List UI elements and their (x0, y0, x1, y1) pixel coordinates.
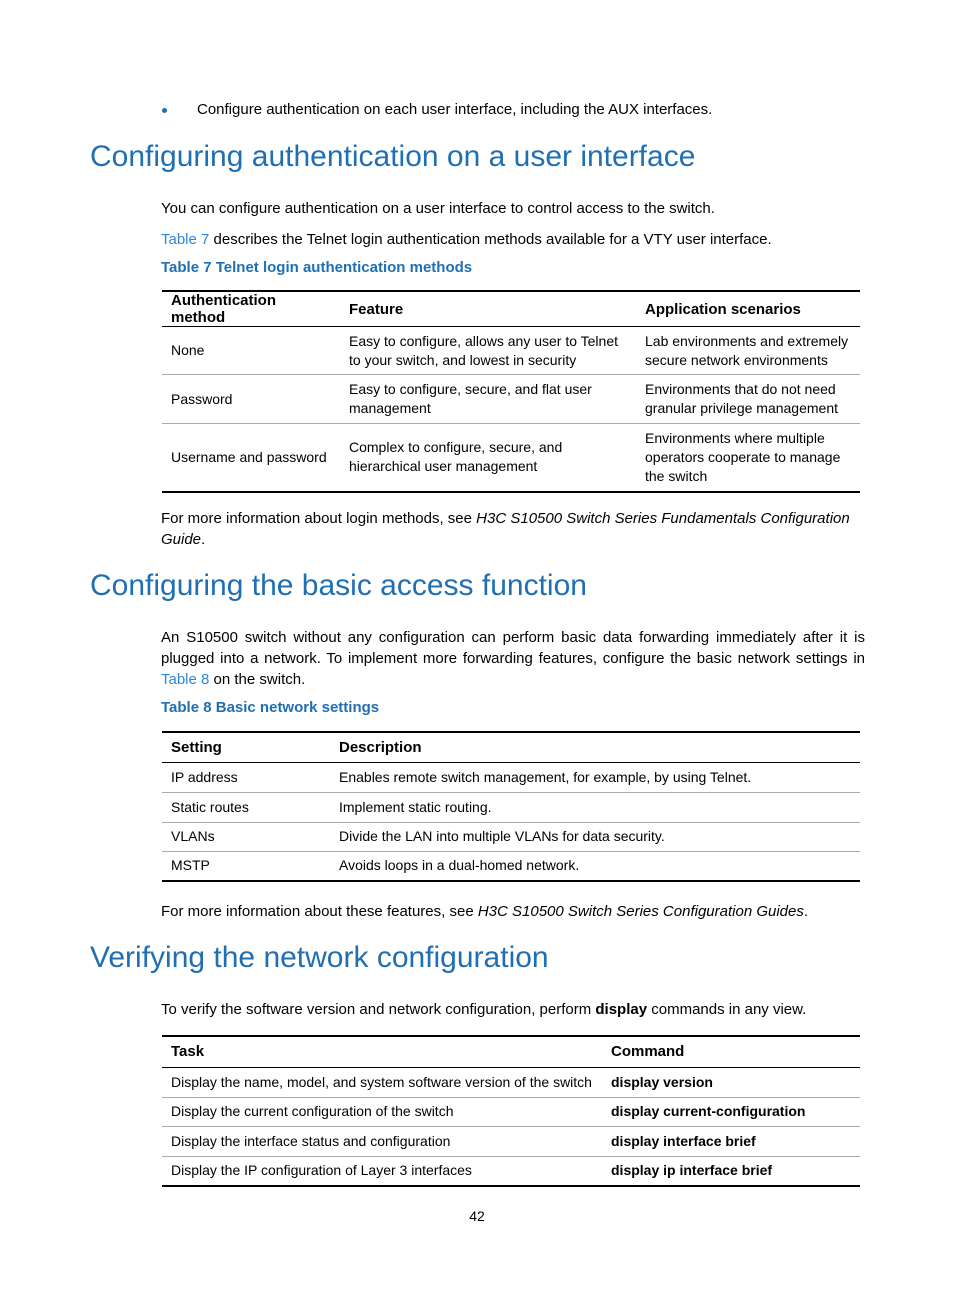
table-row (162, 375, 860, 424)
command-cell: display version (611, 1073, 713, 1090)
table-cell: Complex to configure, secure, and hierarchical user management (349, 439, 563, 475)
section-title-user-interface-auth: Configuring authentication on a user interface (90, 140, 696, 173)
table-cell: Display the current configuration of the switch (171, 1103, 454, 1119)
table-cell: None (171, 342, 205, 358)
table-row (162, 762, 860, 792)
table-row (162, 424, 860, 492)
table-cell: Lab environments and extremely secure network environments (645, 332, 849, 368)
section-title-verify-network: Verifying the network configuration (90, 941, 549, 974)
verify-commands-table (162, 1035, 860, 1187)
column-header: Description (339, 738, 422, 756)
paragraph: You can configure authentication on a user interface to control access to the switch. (161, 200, 715, 217)
table-row (162, 1126, 860, 1156)
column-header: Task (171, 1043, 205, 1061)
table-cell: IP address (171, 768, 238, 785)
table-cell: Easy to configure, allows any user to Telnet to your switch, and lowest in security (349, 332, 619, 368)
bullet-item: Configure authentication on each user interface, including the AUX interfaces. (197, 101, 713, 118)
table-cell: MSTP (171, 857, 210, 874)
table-cell: Display the IP configuration of Layer 3 interfaces (171, 1162, 472, 1179)
command-cell: display current-configuration (611, 1103, 806, 1119)
paragraph: For more information about these features, see H3C S10500 Switch Series Configuration Guides. (161, 903, 809, 920)
section-title-basic-access: Configuring the basic access function (90, 569, 587, 602)
table-cell: Static routes (171, 798, 249, 815)
table-row (162, 822, 860, 851)
table-cell: Enables remote switch management, for example, by using Telnet. (339, 768, 752, 785)
table-row (162, 1067, 860, 1097)
table-cell: Environments where multiple operators cooperate to manage the switch (645, 429, 841, 484)
paragraph: Table 7 describes the Telnet login authentication methods available for a VTY user interface. (161, 231, 772, 248)
table-row (162, 792, 860, 822)
table-row (162, 851, 860, 881)
table-cell: VLANs (171, 828, 215, 844)
table-cell: Divide the LAN into multiple VLANs for data security. (339, 828, 665, 844)
command-cell: display ip interface brief (611, 1162, 773, 1179)
table-cell: Username and password (171, 448, 327, 465)
table-row (162, 327, 860, 375)
column-header: Application scenarios (645, 300, 801, 318)
table-caption: Table 7 Telnet login authentication methods (161, 259, 473, 276)
paragraph: An S10500 switch without any configuration can perform basic data forwarding immediately after it is plugged into a network. To implement more forwarding features, configure the basic network settings in Table 8 on the switch. (161, 629, 865, 688)
column-header: Feature (349, 300, 404, 318)
column-header: Authentication method (171, 292, 276, 326)
table-cell: Display the interface status and configuration (171, 1132, 451, 1149)
paragraph: To verify the software version and network configuration, perform display commands in any view. (161, 1001, 807, 1018)
table-row (162, 1156, 860, 1186)
column-header: Setting (171, 738, 222, 756)
table-cell: Environments that do not need granular privilege management (645, 381, 838, 416)
table-cell: Implement static routing. (339, 798, 492, 815)
table-8-link[interactable]: Table 8 (161, 671, 210, 688)
bullet-dot (162, 108, 167, 113)
paragraph: For more information about login methods, see H3C S10500 Switch Series Fundamentals Configuration Guide. (161, 510, 850, 548)
column-header: Command (611, 1043, 685, 1061)
table-cell: Password (171, 390, 233, 407)
table-row (162, 1097, 860, 1126)
table-caption: Table 8 Basic network settings (161, 699, 380, 716)
basic-network-settings-table (162, 731, 860, 882)
table-7-link[interactable]: Table 7 (161, 231, 210, 248)
table-cell: Avoids loops in a dual-homed network. (339, 857, 580, 874)
table-cell: Display the name, model, and system software version of the switch (171, 1073, 592, 1090)
table-cell: Easy to configure, secure, and flat user management (349, 381, 592, 416)
command-cell: display interface brief (611, 1132, 756, 1149)
page-number: 42 (469, 1208, 485, 1224)
auth-methods-table (162, 290, 860, 493)
